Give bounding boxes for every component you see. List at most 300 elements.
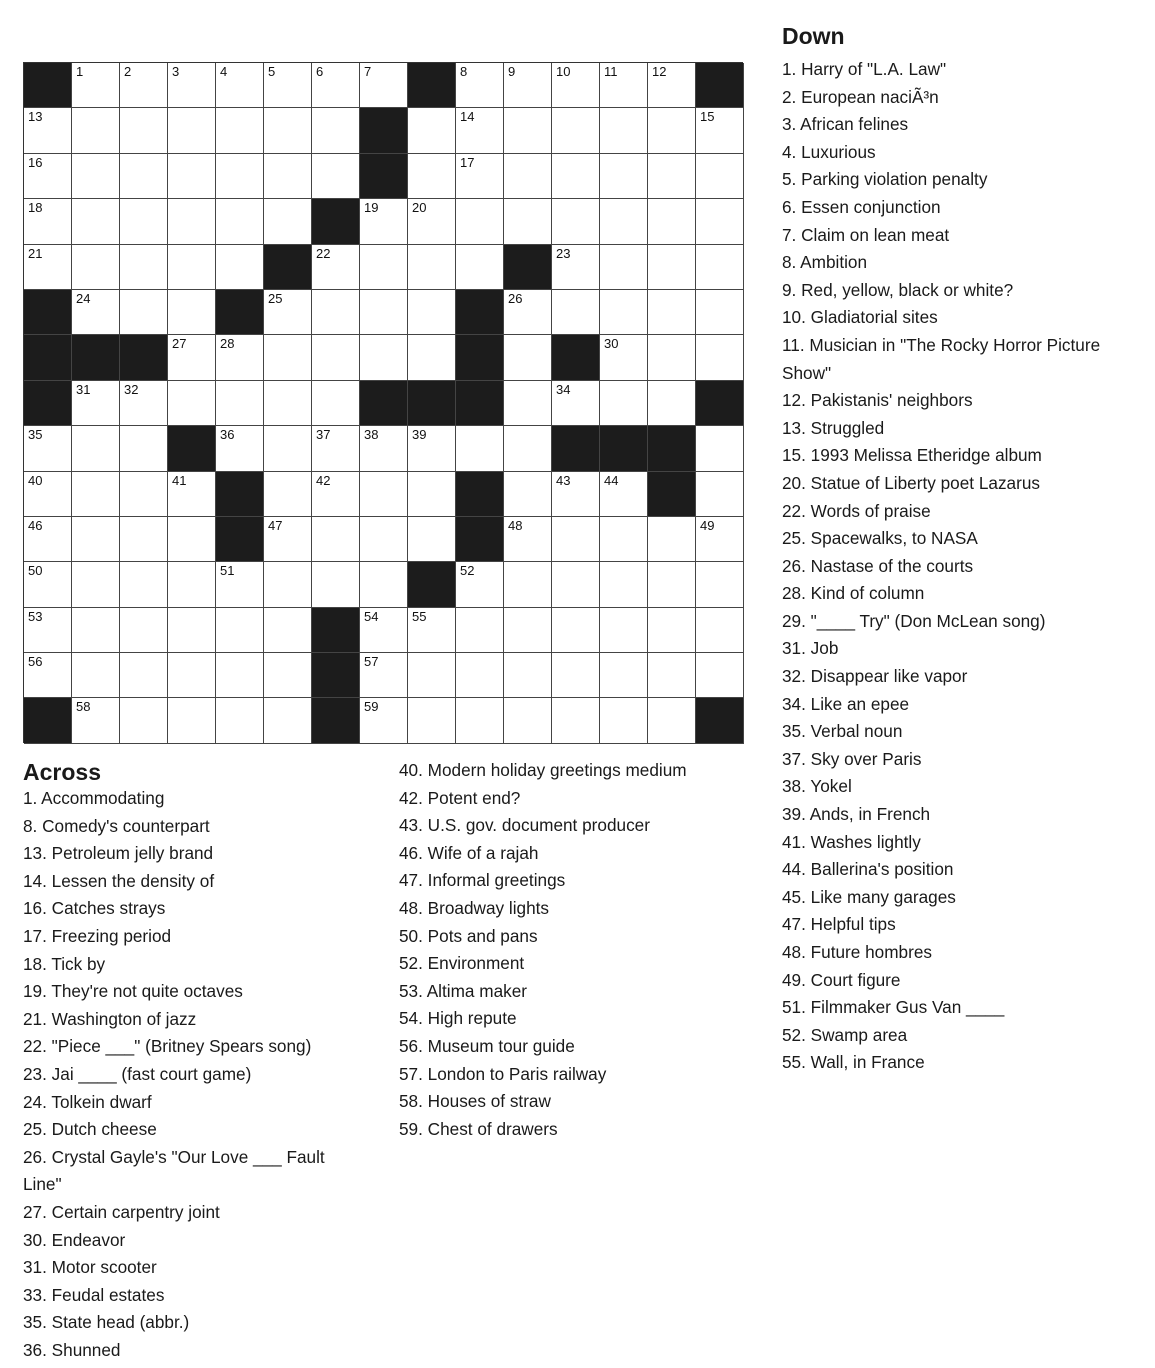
clue-item: 26. Nastase of the courts [782,555,974,576]
grid-cell[interactable] [360,698,408,743]
clue-item: 1. Accommodating [23,788,165,808]
grid-cell[interactable] [360,245,408,290]
grid-cell[interactable] [648,245,696,290]
grid-cell[interactable] [120,426,168,471]
grid-block [408,562,456,607]
grid-cell[interactable] [24,562,72,607]
across-clue-list-2 [399,757,744,1143]
grid-cell[interactable] [312,108,360,153]
grid-block [216,290,264,335]
grid-cell[interactable] [552,199,600,244]
grid-cell[interactable] [696,199,744,244]
grid-cell[interactable] [120,199,168,244]
grid-block [312,608,360,653]
grid-cell[interactable] [312,381,360,426]
grid-cell[interactable] [600,199,648,244]
grid-cell[interactable] [264,335,312,380]
grid-cell[interactable] [552,562,600,607]
grid-cell[interactable] [168,517,216,562]
grid-cell[interactable] [120,63,168,108]
clue-number: 13 [28,109,43,125]
grid-cell[interactable] [72,426,120,471]
clue-item: 27. Certain carpentry joint [23,1201,220,1222]
clue-item: 1. Harry of "L.A. Law" [782,59,947,79]
clue-item: 14. Lessen the density of [23,870,215,891]
grid-cell[interactable] [600,562,648,607]
clue-number: 6 [316,64,324,79]
grid-cell[interactable] [264,290,312,335]
grid-cell[interactable] [408,653,456,698]
clue-item: 52. Swamp area [782,1024,908,1045]
clue-item: 15. 1993 Melissa Etheridge album [782,445,1042,466]
clue-item: 37. Sky over Paris [782,748,922,769]
grid-cell[interactable] [120,608,168,653]
grid-cell[interactable] [648,698,696,743]
grid-cell[interactable] [552,608,600,653]
grid-cell[interactable] [72,472,120,517]
grid-cell[interactable] [168,245,216,290]
grid-cell[interactable] [360,335,408,380]
grid-cell[interactable] [168,653,216,698]
grid-cell[interactable] [408,426,456,471]
clue-number: 11 [604,64,618,79]
clue-number: 37 [316,427,331,443]
clue-number: 1 [76,64,84,79]
clue-number: 27 [172,336,187,352]
grid-cell[interactable] [504,335,552,380]
grid-cell[interactable] [168,290,216,335]
grid-cell[interactable] [456,154,504,199]
clue-number: 56 [28,654,43,670]
grid-block [696,381,744,426]
grid-cell[interactable] [216,381,264,426]
grid-cell[interactable] [312,335,360,380]
grid-cell[interactable] [552,472,600,517]
grid-cell[interactable] [216,199,264,244]
grid-cell[interactable] [648,653,696,698]
grid-cell[interactable] [408,335,456,380]
grid-cell[interactable] [24,517,72,562]
grid-cell[interactable] [648,335,696,380]
grid-cell[interactable] [312,562,360,607]
grid-cell[interactable] [648,63,696,108]
grid-cell[interactable] [264,608,312,653]
clue-item: 21. Washington of jazz [23,1008,197,1029]
grid-cell[interactable] [312,290,360,335]
clue-item: 4. Luxurious [782,141,876,162]
grid-cell[interactable] [504,63,552,108]
grid-cell[interactable] [168,562,216,607]
grid-cell[interactable] [264,698,312,743]
clue-number: 31 [76,381,91,397]
clue-item: 33. Feudal estates [23,1284,165,1305]
clue-item: 59. Chest of drawers [399,1118,558,1139]
grid-cell[interactable] [504,108,552,153]
grid-cell[interactable] [72,199,120,244]
grid-cell[interactable] [120,154,168,199]
grid-cell[interactable] [264,381,312,426]
clue-item: 55. Wall, in France [782,1052,925,1073]
clue-number: 24 [76,290,91,306]
grid-cell[interactable] [168,698,216,743]
grid-cell[interactable] [696,245,744,290]
grid-cell[interactable] [456,562,504,607]
grid-block [24,381,72,426]
grid-cell[interactable] [696,472,744,517]
grid-cell[interactable] [600,608,648,653]
clue-item: 24. Tolkein dwarf [23,1091,152,1112]
clue-number: 17 [460,154,475,170]
grid-cell[interactable] [696,517,744,562]
grid-cell[interactable] [216,426,264,471]
grid-cell[interactable] [648,517,696,562]
grid-block [408,63,456,108]
grid-cell[interactable] [408,472,456,517]
grid-cell[interactable] [552,653,600,698]
grid-cell[interactable] [216,653,264,698]
clue-number: 58 [76,699,91,715]
grid-block [552,335,600,380]
grid-cell[interactable] [264,562,312,607]
clue-item: 25. Spacewalks, to NASA [782,528,978,549]
grid-cell[interactable] [504,472,552,517]
clue-number: 47 [268,517,283,533]
grid-cell[interactable] [72,562,120,607]
clue-item: 28. Kind of column [782,583,925,604]
grid-block [120,335,168,380]
grid-cell[interactable] [312,63,360,108]
grid-cell[interactable] [600,381,648,426]
grid-cell[interactable] [408,290,456,335]
grid-block [264,245,312,290]
grid-cell[interactable] [24,426,72,471]
grid-cell[interactable] [168,608,216,653]
clue-number: 46 [28,517,43,533]
grid-cell[interactable] [552,245,600,290]
grid-cell[interactable] [648,381,696,426]
clue-item: 17. Freezing period [23,925,172,946]
grid-cell[interactable] [120,108,168,153]
grid-cell[interactable] [600,108,648,153]
clue-number: 14 [460,109,475,125]
grid-cell[interactable] [360,562,408,607]
grid-cell[interactable] [552,290,600,335]
clue-number: 26 [508,290,523,306]
grid-cell[interactable] [120,245,168,290]
grid-cell[interactable] [312,245,360,290]
grid-cell[interactable] [120,381,168,426]
grid-block [360,381,408,426]
grid-cell[interactable] [504,426,552,471]
grid-cell[interactable] [360,290,408,335]
grid-cell[interactable] [24,199,72,244]
grid-cell[interactable] [264,154,312,199]
grid-cell[interactable] [72,517,120,562]
clue-number: 15 [700,109,715,125]
grid-cell[interactable] [408,517,456,562]
grid-cell[interactable] [72,608,120,653]
grid-cell[interactable] [456,199,504,244]
grid-cell[interactable] [168,154,216,199]
grid-cell[interactable] [360,199,408,244]
grid-cell[interactable] [120,653,168,698]
grid-cell[interactable] [600,653,648,698]
clue-item: Line" [23,1174,62,1195]
grid-cell[interactable] [72,245,120,290]
grid-block [504,245,552,290]
grid-cell[interactable] [24,245,72,290]
grid-block [456,335,504,380]
clue-number: 49 [700,517,715,533]
clue-item: 48. Future hombres [782,942,932,962]
grid-cell[interactable] [216,698,264,743]
grid-cell[interactable] [72,290,120,335]
clue-item: 51. Filmmaker Gus Van ____ [782,997,1005,1018]
clue-item: 56. Museum tour guide [399,1035,575,1056]
grid-cell[interactable] [72,698,120,743]
grid-cell[interactable] [120,698,168,743]
grid-cell[interactable] [408,245,456,290]
clue-number: 41 [172,472,187,488]
grid-block [168,426,216,471]
clue-number: 21 [28,245,43,261]
clue-number: 36 [220,427,235,443]
grid-cell[interactable] [696,653,744,698]
clue-item: 35. State head (abbr.) [23,1312,190,1333]
clue-item: 13. Petroleum jelly brand [23,843,214,864]
grid-cell[interactable] [312,517,360,562]
grid-block [312,653,360,698]
grid-cell[interactable] [360,653,408,698]
clue-number: 54 [364,608,379,624]
grid-cell[interactable] [600,698,648,743]
grid-cell[interactable] [312,472,360,517]
grid-cell[interactable] [504,608,552,653]
grid-cell[interactable] [168,199,216,244]
grid-cell[interactable] [168,381,216,426]
grid-block [456,290,504,335]
grid-block [360,108,408,153]
clue-item: 18. Tick by [23,953,106,974]
grid-cell[interactable] [216,63,264,108]
clue-item: 22. "Piece ___" (Britney Spears song) [23,1036,312,1057]
grid-cell[interactable] [408,154,456,199]
grid-cell[interactable] [408,698,456,743]
grid-cell[interactable] [504,698,552,743]
grid-cell[interactable] [456,63,504,108]
grid-block [216,472,264,517]
clue-number: 39 [412,427,427,443]
grid-cell[interactable] [360,608,408,653]
grid-cell[interactable] [24,108,72,153]
grid-cell[interactable] [600,517,648,562]
grid-cell[interactable] [696,290,744,335]
grid-cell[interactable] [504,653,552,698]
clue-number: 35 [28,427,43,443]
clue-number: 4 [220,64,228,79]
clue-item: 9. Red, yellow, black or white? [782,279,1014,300]
grid-cell[interactable] [504,154,552,199]
grid-block [456,381,504,426]
clue-item: 8. Comedy's counterpart [23,815,210,836]
clue-number: 32 [124,381,139,397]
clue-number: 18 [28,200,43,216]
grid-block [696,698,744,743]
grid-block [648,472,696,517]
grid-cell[interactable] [504,517,552,562]
clue-item: 2. European naciÃ³n [782,86,939,107]
grid-cell[interactable] [504,381,552,426]
grid-cell[interactable] [120,517,168,562]
grid-cell[interactable] [168,63,216,108]
down-clue-list [782,56,1147,1077]
grid-cell[interactable] [648,199,696,244]
grid-cell[interactable] [216,154,264,199]
clue-number: 43 [556,472,571,488]
clue-number: 25 [268,290,283,306]
grid-cell[interactable] [120,290,168,335]
grid-cell[interactable] [264,426,312,471]
clue-number: 42 [316,472,331,488]
grid-cell[interactable] [552,698,600,743]
grid-cell[interactable] [552,63,600,108]
grid-cell[interactable] [456,245,504,290]
grid-cell[interactable] [216,108,264,153]
grid-cell[interactable] [648,290,696,335]
clue-item: 34. Like an epee [782,693,910,714]
grid-cell[interactable] [216,245,264,290]
grid-cell[interactable] [168,108,216,153]
clue-item: 26. Crystal Gayle's "Our Love ___ Fault [23,1146,325,1167]
grid-cell[interactable] [456,426,504,471]
clue-item: 38. Yokel [782,776,852,797]
grid-cell[interactable] [456,698,504,743]
grid-cell[interactable] [648,562,696,607]
grid-cell[interactable] [312,426,360,471]
grid-cell[interactable] [264,63,312,108]
grid-cell[interactable] [696,108,744,153]
grid-cell[interactable] [696,426,744,471]
grid-cell[interactable] [504,199,552,244]
grid-cell[interactable] [24,653,72,698]
clue-item: 6. Essen conjunction [782,196,941,217]
grid-cell[interactable] [696,335,744,380]
clue-item: 23. Jai ____ (fast court game) [23,1063,252,1084]
grid-cell[interactable] [72,108,120,153]
grid-cell[interactable] [600,245,648,290]
grid-cell[interactable] [504,562,552,607]
clue-item: 41. Washes lightly [782,831,921,852]
grid-cell[interactable] [24,608,72,653]
clue-number: 34 [556,381,571,397]
grid-cell[interactable] [600,335,648,380]
grid-cell[interactable] [504,290,552,335]
grid-block [600,426,648,471]
grid-block [456,472,504,517]
grid-cell[interactable] [216,608,264,653]
grid-cell[interactable] [168,472,216,517]
clue-item: 32. Disappear like vapor [782,666,968,687]
grid-cell[interactable] [648,608,696,653]
grid-cell[interactable] [696,562,744,607]
clue-item: 7. Claim on lean meat [782,224,950,245]
grid-cell[interactable] [72,381,120,426]
grid-cell[interactable] [216,562,264,607]
grid-cell[interactable] [120,472,168,517]
grid-cell[interactable] [456,608,504,653]
grid-cell[interactable] [456,108,504,153]
down-heading: Down [782,23,845,49]
grid-cell[interactable] [600,290,648,335]
clue-item: 12. Pakistanis' neighbors [782,390,973,411]
clue-item: 8. Ambition [782,252,868,273]
grid-cell[interactable] [360,472,408,517]
clue-item: 19. They're not quite octaves [23,981,243,1002]
grid-cell[interactable] [24,154,72,199]
grid-block [696,63,744,108]
grid-block [360,154,408,199]
across-heading: Across [23,759,101,785]
grid-cell[interactable] [120,562,168,607]
grid-cell[interactable] [360,63,408,108]
grid-cell[interactable] [600,154,648,199]
grid-cell[interactable] [264,653,312,698]
grid-cell[interactable] [72,63,120,108]
clue-item: 22. Words of praise [782,500,931,521]
grid-cell[interactable] [552,517,600,562]
grid-cell[interactable] [408,608,456,653]
grid-cell[interactable] [360,426,408,471]
grid-cell[interactable] [552,108,600,153]
grid-cell[interactable] [168,335,216,380]
grid-cell[interactable] [408,108,456,153]
grid-block [552,426,600,471]
clue-number: 12 [652,64,667,79]
grid-cell[interactable] [600,472,648,517]
grid-cell[interactable] [264,108,312,153]
clue-item: 10. Gladiatorial sites [782,307,938,328]
grid-cell[interactable] [360,517,408,562]
clue-number: 8 [460,64,468,79]
grid-cell[interactable] [24,472,72,517]
clue-item: 13. Struggled [782,417,885,438]
grid-cell[interactable] [408,199,456,244]
grid-cell[interactable] [216,335,264,380]
clue-number: 7 [364,64,372,79]
grid-cell[interactable] [696,608,744,653]
grid-cell[interactable] [648,108,696,153]
clue-number: 10 [556,64,571,79]
grid-cell[interactable] [264,199,312,244]
grid-cell[interactable] [264,517,312,562]
clue-number: 48 [508,517,523,533]
grid-cell[interactable] [456,653,504,698]
grid-cell[interactable] [264,472,312,517]
grid-cell[interactable] [696,154,744,199]
clue-item: Show" [782,362,832,383]
clue-number: 28 [220,336,235,352]
grid-cell[interactable] [312,154,360,199]
grid-cell[interactable] [600,63,648,108]
grid-cell[interactable] [648,154,696,199]
grid-cell[interactable] [72,653,120,698]
grid-cell[interactable] [552,381,600,426]
grid-block [408,381,456,426]
grid-cell[interactable] [552,154,600,199]
clue-number: 3 [172,64,180,79]
grid-cell[interactable] [72,154,120,199]
grid-block [24,63,72,108]
